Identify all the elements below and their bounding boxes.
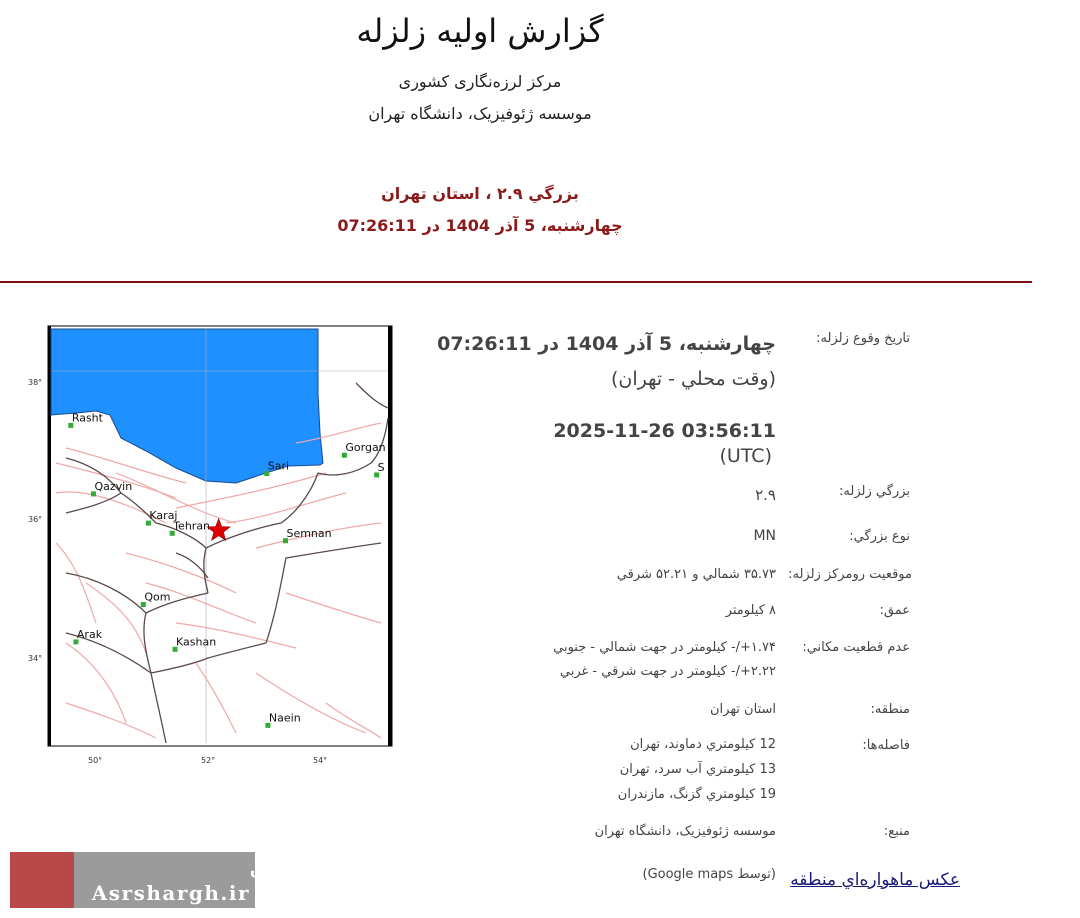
- datetime-local: چهارشنبه، 5 آذر 1404 در 07:26:11: [437, 333, 776, 355]
- logo-text-en: Asrshargh.ir: [91, 881, 250, 905]
- city-label-qom: Qom: [144, 590, 171, 604]
- city-label-tehran: Tehran: [173, 519, 211, 533]
- city-label-naein: Naein: [268, 711, 301, 725]
- epicenter-label: موقعيت رومركز زلزله:: [788, 567, 912, 582]
- center-name: مرکز لرزه‌نگاری کشوری: [398, 72, 562, 91]
- region-label: منطقه:: [870, 702, 910, 717]
- source-label: منبع:: [883, 824, 910, 839]
- region-value: استان تهران: [709, 702, 776, 717]
- datetime-utc: 2025-11-26 03:56:11: [553, 420, 776, 442]
- city-label-sari: Sari: [267, 459, 290, 473]
- magnitude-type-label: نوع بزرگي:: [849, 529, 910, 544]
- city-label-qazvin: Qazvin: [94, 479, 133, 493]
- depth-label: عمق:: [879, 603, 910, 618]
- magnitude-label: بزرگي زلزله:: [839, 484, 910, 499]
- asrshargh-logo: [10, 852, 429, 908]
- city-label-karaj: Karaj: [149, 509, 178, 523]
- uncertainty-label: عدم قطعيت مکاني:: [802, 640, 910, 655]
- city-label-arak: Arak: [76, 627, 103, 641]
- distance-item: 12 کيلومتري دماوند، تهران: [630, 737, 776, 752]
- satellite-image-note: (توسط Google maps): [642, 867, 776, 882]
- city-label-gorgan: Gorgan: [345, 441, 386, 455]
- lat-label-36: 36°: [28, 515, 43, 524]
- page-title: گزارش اولیه زلزله: [356, 12, 604, 50]
- distance-item: 19 کيلومتري گزنگ، مازندران: [617, 787, 776, 802]
- distances-label: فاصله‌ها:: [862, 738, 910, 753]
- uncertainty-ew: ۲.۲۲+/- کيلومتر در جهت شرقي - غربي: [559, 664, 776, 679]
- distance-item: 13 کيلومتري آب سرد، تهران: [619, 762, 776, 777]
- lon-label-52: 52°: [201, 756, 216, 765]
- header-divider: [0, 281, 1032, 283]
- lon-label-50: 50°: [88, 756, 103, 765]
- datetime-label: تاريخ وقوع زلزله:: [816, 331, 910, 346]
- institute-name: موسسه ژئوفیزیک، دانشگاه تهران: [368, 104, 592, 123]
- logo-text-fa: پايگاه خبری عصر شرق: [250, 859, 429, 878]
- lon-label-54: 54°: [313, 756, 328, 765]
- satellite-image-link[interactable]: عكس ماهواره‌اي منطقه: [790, 870, 960, 890]
- city-label-semnan: Semnan: [286, 526, 332, 540]
- lat-label-38: 38°: [28, 378, 43, 387]
- city-label-s: S: [377, 460, 385, 474]
- map-frame-right: [388, 326, 392, 746]
- lat-label-34: 34°: [28, 654, 43, 663]
- magnitude-type-value: MN: [753, 528, 776, 544]
- uncertainty-ns: ۱.۷۴+/- کيلومتر در جهت شمالي - جنوبي: [553, 640, 776, 655]
- datetime-local-note: (وقت محلي - تهران): [610, 368, 776, 390]
- city-label-rasht: Rasht: [71, 411, 103, 425]
- depth-value: ۸ کيلومتر: [725, 603, 776, 618]
- source-value: موسسه ژئوفيزيک، دانشگاه تهران: [594, 824, 776, 839]
- city-label-kashan: Kashan: [176, 635, 217, 649]
- headline-date: چهارشنبه، 5 آذر 1404 در 07:26:11: [337, 216, 623, 235]
- epicenter-map: [26, 323, 398, 768]
- datetime-utc-note: (UTC): [719, 445, 772, 467]
- magnitude-value: ۲.۹: [755, 486, 776, 504]
- headline-magnitude: بزرگي ۲.۹ ، استان تهران: [381, 184, 579, 203]
- epicenter-value: ۳۵.۷۳ شمالي و ۵۲.۲۱ شرقي: [616, 567, 776, 582]
